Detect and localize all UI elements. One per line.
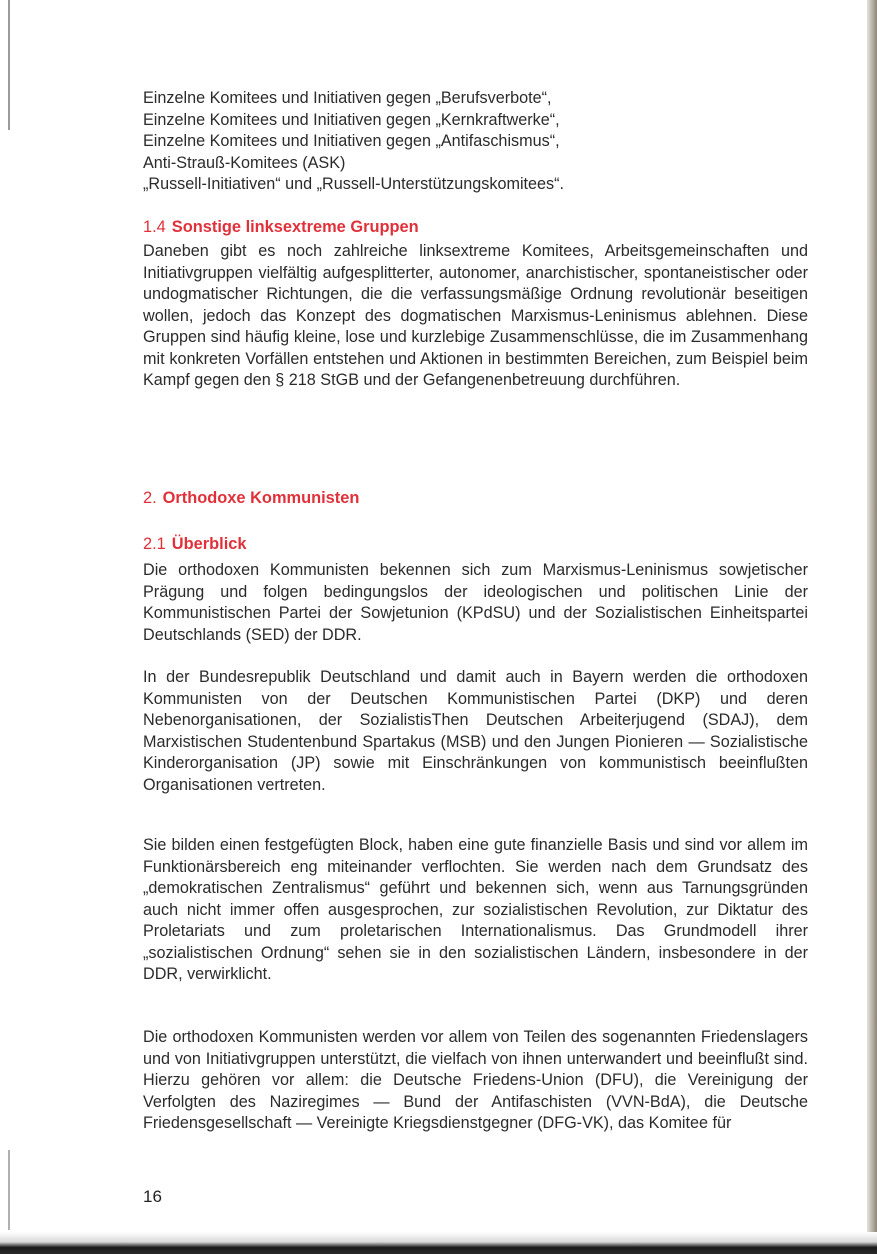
scan-edge-right [867,0,877,1254]
section-title: Sonstige linksextreme Gruppen [171,218,419,236]
paragraph: Daneben gibt es noch zahlreiche linksextreme Komitees, Arbeitsgemeinschaften und Initiativgruppen vielfältig aufgesplitterter, autonomer, anarchistischer, spontaneistischer oder undogmatischer Richtungen, die die verfassungsmäßige Ordnung revolutionär beseitigen wollen, jedoch das Konzept des dogmatischen Marxismus-Leninismus ablehnen. Diese Gruppen sind häufig kleine, lose und kurzlebige Zusammenschlüsse, die im Zusammenhang mit konkreten Vorfällen entstehen und Aktionen in bestimmten Bereichen, zum Beispiel beim Kampf gegen den § 218 StGB und der Gefangenenbetreuung durchführen. [143,242,808,389]
page-number: 16 [143,1187,162,1206]
list-item: Einzelne Komitees und Initiativen gegen „Berufsverbote“, [143,89,552,107]
section-heading-2-1 [143,534,247,554]
scan-edge-left [8,0,10,130]
section-1-4-body [143,241,808,392]
list-item: „Russell-Initiativen“ und „Russell-Unterstützungskomitees“. [143,175,565,193]
paragraph: In der Bundesrepublik Deutschland und damit auch in Bayern werden die orthodoxen Kommunisten von der Deutschen Kommunistischen Partei (DKP) und deren Nebenorganisationen, der SozialistisThen Deutschen Arbeiterjugend (SDAJ), dem Marxistischen Studentenbund Spartakus (MSB) und den Jungen Pionieren — Sozialistische Kinderorganisation (JP) sowie mit Einschränkungen von kommunistisch beeinflußten Organisationen vertreten. [143,668,808,794]
section-number: 1.4 [143,218,166,236]
section-2-1-p2 [143,667,808,796]
section-title: Überblick [171,535,247,553]
list-item: Anti-Strauß-Komitees (ASK) [143,153,346,172]
section-2-1-p4 [143,1027,808,1135]
scan-edge-left-lower [8,1150,10,1230]
list-item: Einzelne Komitees und Initiativen gegen „Kernkraftwerke“, [143,110,560,129]
section-heading-2 [143,488,359,508]
list-item: Einzelne Komitees und Initiativen gegen „Antifaschismus“, [143,132,560,150]
scan-edge-bottom [0,1232,877,1254]
paragraph: Sie bilden einen festgefügten Block, haben eine gute finanzielle Basis und sind vor allem im Funktionärsbereich eng miteinander verflochten. Sie werden nach dem Grundsatz des „demokratischen Zentralismus“ geführt und bekennen sich, wenn aus Tarnungsgründen auch nicht immer offen ausgesprochen, zur sozialistischen Revolution, zur Diktatur des Proletariats und zum proletarischen Internationalismus. Das Grundmodell ihrer „sozialistischen Ordnung“ sehen sie in den sozialistischen Ländern, insbesondere in der DDR, verwirklicht. [143,836,808,983]
section-heading-1-4 [143,217,419,237]
section-title: Orthodoxe Kommunisten [162,489,360,507]
intro-list [143,88,808,196]
section-number: 2. [143,489,157,507]
section-2-1-p1 [143,560,808,646]
paragraph: Die orthodoxen Kommunisten werden vor allem von Teilen des sogenannten Friedenslagers und von Initiativgruppen unterstützt, die vielfach von ihnen unterwandert und beeinflußt sind. Hierzu gehören vor allem: die Deutsche Friedens-Union (DFU), die Vereinigung der Verfolgten des Naziregimes — Bund der Antifaschisten (VVN-BdA), die Deutsche Friedensgesellschaft — Vereinigte Kriegsdienstgegner (DFG-VK), das Komitee für [143,1028,808,1132]
paragraph: Die orthodoxen Kommunisten bekennen sich zum Marxismus-Leninismus sowjetischer Prägung und folgen bedingungslos der ideologischen und politischen Linie der Kommunistischen Partei der Sowjetunion (KPdSU) und der Sozialistischen Einheitspartei Deutschlands (SED) der DDR. [143,561,808,644]
section-2-1-p3 [143,835,808,986]
section-number: 2.1 [143,535,166,553]
